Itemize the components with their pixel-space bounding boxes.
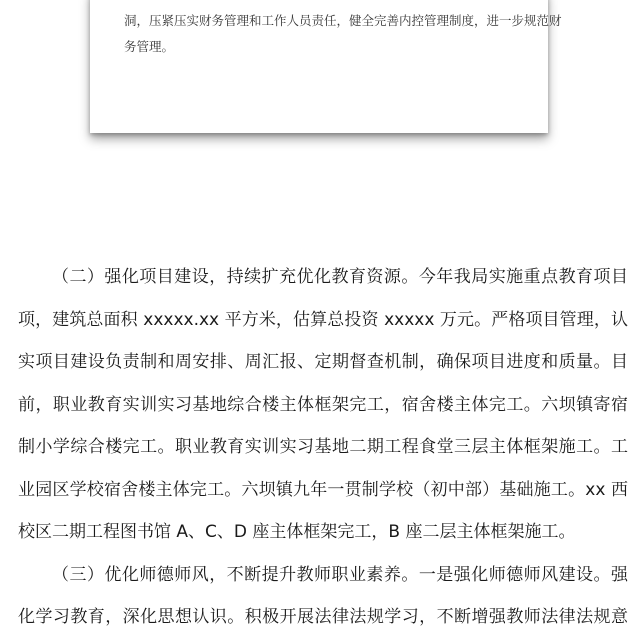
card-line: 务管理。 <box>124 39 175 54</box>
text-line: 前，职业教育实训实习基地综合楼主体框架完工，宿舍楼主体完工。六坝镇寄宿 <box>18 394 628 415</box>
text-line: 化学习教育，深化思想认识。积极开展法律法规学习，不断增强教师法律法规意 <box>18 607 628 627</box>
document-body <box>18 256 628 639</box>
paragraph-teacher-ethics <box>18 554 628 639</box>
text-line: 业园区学校宿舍楼主体完工。六坝镇九年一贯制学校（初中部）基础施工。xx 西 <box>18 479 628 500</box>
text-line: 校区二期工程图书馆 A、C、D 座主体框架完工，B 座二层主体框架施工。 <box>18 522 576 542</box>
card-text <box>124 8 562 60</box>
text-line: （三）优化师德师风，不断提升教师职业素养。一是强化师德师风建设。强 <box>52 564 628 585</box>
paragraph-project-construction <box>18 256 628 554</box>
text-line: 项，建筑总面积 xxxxx.xx 平方米，估算总投资 xxxxx 万元。严格项目管理，认 <box>18 309 628 330</box>
card-line: 洞，压紧压实财务管理和工作人员责任，健全完善内控管理制度，进一步规范财 <box>124 13 562 28</box>
document-card <box>90 0 562 133</box>
text-line: （二）强化项目建设，持续扩充优化教育资源。今年我局实施重点教育项目 <box>52 267 628 287</box>
text-line: 实项目建设负责制和周安排、周汇报、定期督查机制，确保项目进度和质量。目 <box>18 352 628 372</box>
text-line: 制小学综合楼完工。职业教育实训实习基地二期工程食堂三层主体框架施工。工 <box>18 437 628 457</box>
